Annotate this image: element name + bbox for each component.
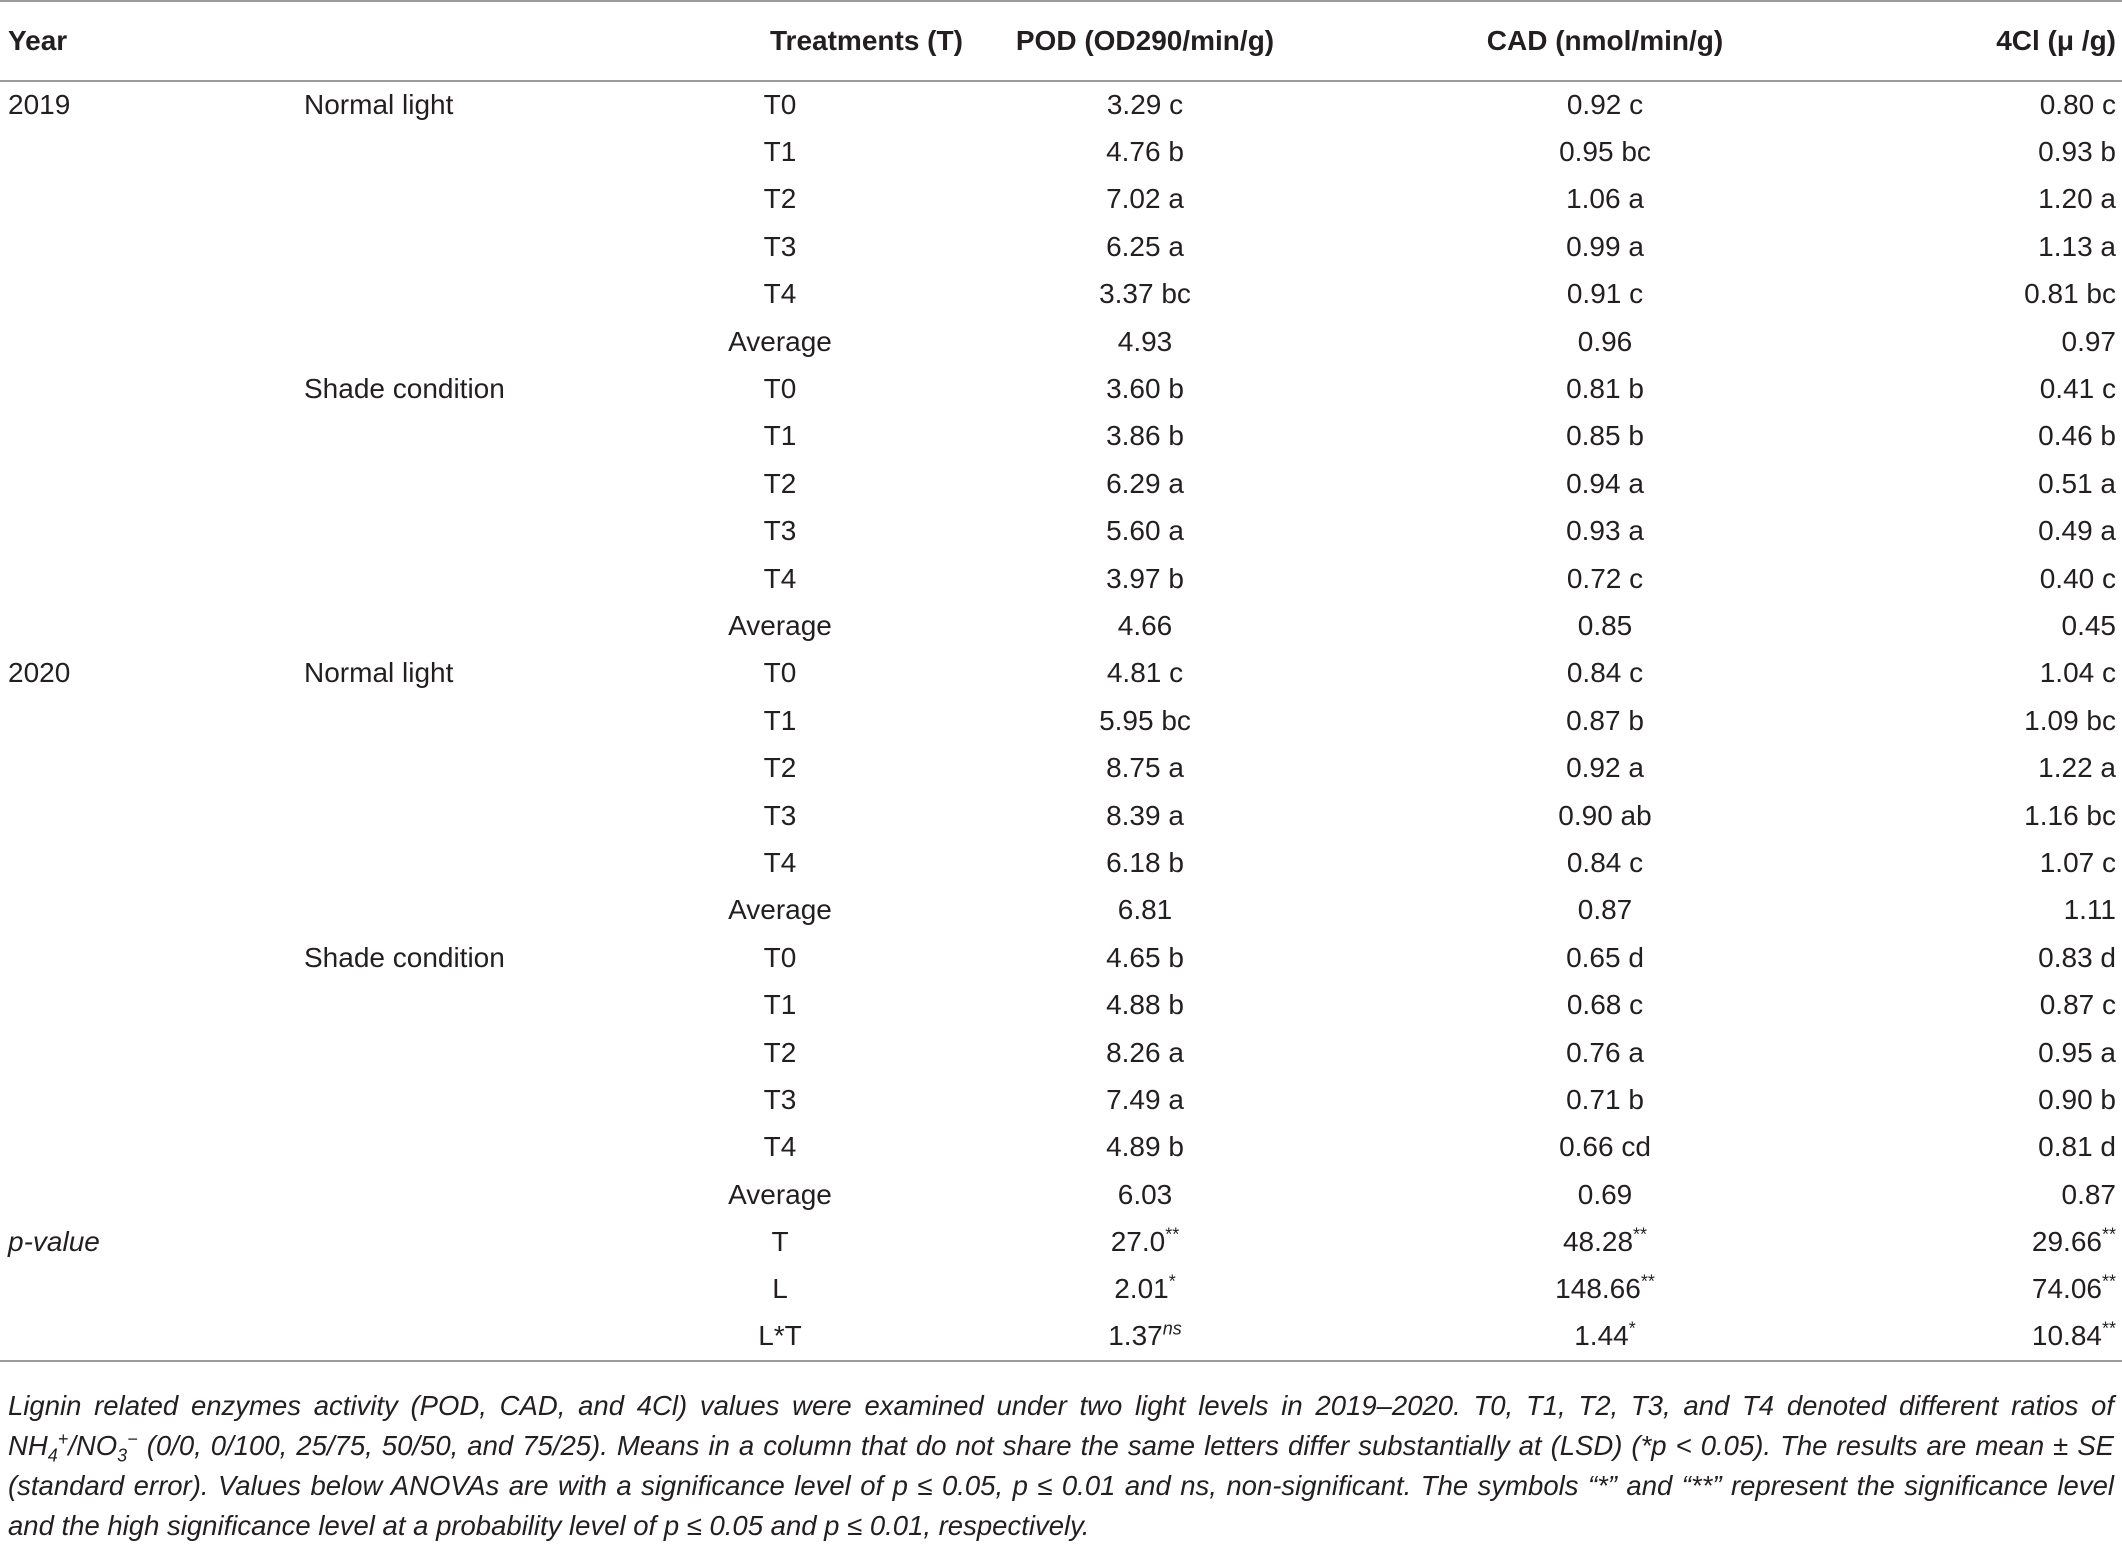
cell-treatment: T1 <box>763 989 797 1021</box>
pvalue-row <box>0 1313 2122 1360</box>
cell-condition <box>300 1313 630 1360</box>
table-row <box>0 1124 2122 1171</box>
cell-year <box>0 697 300 744</box>
cell-pod: 5.60 a <box>1106 515 1184 547</box>
cell-pod: 4.89 b <box>1106 1131 1184 1163</box>
cell-pod: 8.26 a <box>1106 1036 1184 1068</box>
table-row <box>0 981 2122 1028</box>
cell-4cl-significance: ** <box>2101 1272 2116 1293</box>
cell-cad: 0.87 b <box>1566 704 1644 736</box>
cell-factor: T <box>771 1226 789 1258</box>
cell-year <box>0 1171 300 1218</box>
cell-condition <box>300 223 630 270</box>
table-row <box>0 887 2122 934</box>
cell-treatment: T0 <box>763 657 797 689</box>
cell-condition: Shade condition <box>304 373 505 405</box>
cell-condition <box>300 981 630 1028</box>
cell-pod: 6.18 b <box>1106 846 1184 878</box>
table-row <box>0 1029 2122 1076</box>
cell-cad <box>1360 1313 1850 1360</box>
cell-condition: Shade condition <box>304 941 505 973</box>
cell-treatment: T4 <box>763 562 797 594</box>
cell-pod: 4.81 c <box>1106 657 1184 689</box>
cell-4cl: 0.95 a <box>2038 1036 2116 1068</box>
cell-year <box>0 508 300 555</box>
cell-condition <box>300 697 630 744</box>
cell-treatment: T2 <box>763 1036 797 1068</box>
cell-condition <box>300 271 630 318</box>
cell-year <box>0 1029 300 1076</box>
pvalue-row <box>0 1218 2122 1265</box>
cell-cad: 0.85 b <box>1566 420 1644 452</box>
table-row <box>0 365 2122 412</box>
cell-cad: 0.68 c <box>1566 989 1644 1021</box>
cell-treatment: T4 <box>763 1131 797 1163</box>
cell-4cl <box>1850 1218 2122 1265</box>
cell-4cl: 1.22 a <box>2038 752 2116 784</box>
cell-year <box>0 460 300 507</box>
cell-treatment: T1 <box>763 136 797 168</box>
cell-pod: 4.76 b <box>1106 136 1184 168</box>
cell-4cl: 0.45 <box>2061 609 2116 641</box>
cell-pod: 4.88 b <box>1106 989 1184 1021</box>
cell-pod: 3.97 b <box>1106 562 1184 594</box>
cell-pod-significance: ns <box>1162 1319 1182 1340</box>
cell-4cl: 1.13 a <box>2038 230 2116 262</box>
cell-pod: 6.03 <box>1117 1178 1173 1210</box>
cell-year <box>0 176 300 223</box>
footnote-text-3: (0/0, 0/100, 25/75, 50/50, and 75/25). Means in a column that do not share the same letters differ substantially at (LSD) (*p < 0.05). The results are mean ± SE (standard error). Values below ANOVAs are with a significance level of p ≤ 0.05, p ≤ 0.01 and ns, non-significant. The symbols “*” and “**” represent the significance level and the high significance level at a probability level of p ≤ 0.05 and p ≤ 0.01, respectively. <box>8 1430 2114 1541</box>
cell-treatment: T4 <box>763 278 797 310</box>
table-row <box>0 223 2122 270</box>
cell-treatment: Average <box>728 325 832 357</box>
cell-pod: 7.02 a <box>1106 183 1184 215</box>
cell-4cl: 0.51 a <box>2038 467 2116 499</box>
cell-4cl-value: 10.84 <box>2031 1320 2102 1352</box>
cell-treatment: T0 <box>763 373 797 405</box>
cell-cad: 0.92 c <box>1566 89 1644 121</box>
footnote-sup-1: + <box>57 1428 69 1449</box>
cell-cad: 0.76 a <box>1566 1036 1644 1068</box>
cell-4cl: 0.97 <box>2061 325 2116 357</box>
cell-factor: L <box>772 1273 788 1305</box>
cell-cad: 0.94 a <box>1566 467 1644 499</box>
cell-pod: 3.86 b <box>1106 420 1184 452</box>
cell-cad: 0.81 b <box>1566 373 1644 405</box>
cell-year <box>0 271 300 318</box>
table-row <box>0 650 2122 697</box>
cell-pod: 8.39 a <box>1106 799 1184 831</box>
cell-treatment: T0 <box>763 89 797 121</box>
cell-treatment: T4 <box>763 846 797 878</box>
table-row <box>0 81 2122 128</box>
cell-year <box>0 1266 300 1313</box>
cell-4cl: 1.07 c <box>2039 846 2116 878</box>
cell-year <box>0 318 300 365</box>
footnote-sub-2: 3 <box>117 1445 128 1466</box>
cell-year <box>0 744 300 791</box>
cell-year <box>0 839 300 886</box>
cell-year <box>0 602 300 649</box>
cell-year <box>0 223 300 270</box>
cell-year <box>0 1076 300 1123</box>
cell-cad-value: 48.28 <box>1562 1226 1634 1258</box>
cell-pod-significance: ** <box>1165 1224 1180 1245</box>
cell-year <box>0 555 300 602</box>
cell-condition <box>300 460 630 507</box>
cell-cad-significance: * <box>1628 1319 1636 1340</box>
header-4cl: 4Cl (μ /g) <box>1850 1 2122 81</box>
cell-condition <box>300 792 630 839</box>
cell-cad: 0.84 c <box>1566 657 1644 689</box>
cell-year <box>0 413 300 460</box>
cell-condition <box>300 1171 630 1218</box>
pvalue-row <box>0 1266 2122 1313</box>
table-row <box>0 792 2122 839</box>
cell-pod: 4.66 <box>1117 609 1173 641</box>
cell-cad: 0.90 ab <box>1558 799 1652 831</box>
cell-cad <box>1360 1266 1850 1313</box>
cell-cad: 0.95 bc <box>1559 136 1651 168</box>
cell-condition: Normal light <box>304 89 454 121</box>
cell-treatment: T1 <box>763 420 797 452</box>
cell-treatment: T0 <box>763 941 797 973</box>
table-row <box>0 128 2122 175</box>
cell-condition <box>300 602 630 649</box>
table-footnote <box>8 1386 2114 1546</box>
table-row <box>0 508 2122 555</box>
cell-condition <box>300 508 630 555</box>
pvalue-label: p-value <box>8 1226 100 1258</box>
cell-factor: L*T <box>630 1313 930 1360</box>
cell-cad: 0.99 a <box>1566 230 1644 262</box>
cell-4cl <box>1850 1313 2122 1360</box>
table-row <box>0 744 2122 791</box>
cell-year <box>0 128 300 175</box>
header-pod: POD (OD290/min/g) <box>930 1 1360 81</box>
cell-year <box>0 981 300 1028</box>
cell-cad: 0.71 b <box>1566 1083 1644 1115</box>
cell-cad-significance: ** <box>1633 1224 1648 1245</box>
cell-cad: 0.65 d <box>1566 941 1644 973</box>
cell-treatment: Average <box>728 1178 832 1210</box>
cell-pod: 5.95 bc <box>1099 704 1191 736</box>
cell-cad: 0.66 cd <box>1559 1131 1651 1163</box>
cell-cad: 0.87 <box>1577 894 1633 926</box>
cell-cad: 0.72 c <box>1566 562 1644 594</box>
cell-cad: 0.93 a <box>1566 515 1644 547</box>
cell-condition <box>300 1124 630 1171</box>
cell-condition <box>300 555 630 602</box>
cell-pod-value: 2.01 <box>1114 1273 1169 1305</box>
cell-pod-value: 27.0 <box>1110 1226 1166 1258</box>
cell-4cl: 0.87 c <box>2039 989 2116 1021</box>
cell-year <box>0 1313 300 1360</box>
cell-pod: 8.75 a <box>1106 752 1184 784</box>
cell-4cl: 0.46 b <box>2038 420 2116 452</box>
cell-4cl: 0.93 b <box>2038 136 2116 168</box>
footnote-text-2: /NO <box>68 1430 118 1461</box>
cell-pod: 6.25 a <box>1106 230 1184 262</box>
cell-year <box>0 365 300 412</box>
cell-cad-significance: ** <box>1640 1272 1655 1293</box>
cell-pod-value: 1.37 <box>1108 1320 1163 1352</box>
cell-treatment: T2 <box>763 467 797 499</box>
table-row <box>0 271 2122 318</box>
table-row <box>0 460 2122 507</box>
header-cad: CAD (nmol/min/g) <box>1360 1 1850 81</box>
cell-condition <box>300 1218 630 1265</box>
cell-condition <box>300 1029 630 1076</box>
cell-year: 2020 <box>8 657 71 689</box>
table-row <box>0 413 2122 460</box>
cell-treatment: T3 <box>763 230 797 262</box>
cell-cad: 0.96 <box>1577 325 1633 357</box>
cell-condition <box>300 413 630 460</box>
footnote-text-1: Lignin related enzymes activity (POD, CAD, and 4Cl) values were examined under two light levels in 2019–2020. T0, T1, T2, T3, and T4 denoted different ratios of NH <box>8 1390 2114 1461</box>
cell-4cl-significance: ** <box>2101 1224 2116 1245</box>
cell-pod: 7.49 a <box>1106 1083 1184 1115</box>
header-year: Year <box>0 1 300 81</box>
cell-4cl: 0.80 c <box>2039 89 2116 121</box>
cell-cad: 0.85 <box>1577 609 1633 641</box>
table-row <box>0 555 2122 602</box>
cell-4cl-value: 29.66 <box>2031 1226 2102 1258</box>
cell-4cl: 1.11 <box>2063 894 2116 926</box>
table-body <box>0 81 2122 1361</box>
cell-year <box>0 887 300 934</box>
cell-condition <box>300 887 630 934</box>
cell-cad <box>1360 1218 1850 1265</box>
cell-4cl-value: 74.06 <box>2031 1273 2102 1305</box>
cell-pod: 3.37 bc <box>1099 278 1191 310</box>
cell-cad: 0.92 a <box>1566 752 1644 784</box>
table-row <box>0 1076 2122 1123</box>
cell-cad: 0.69 <box>1577 1178 1633 1210</box>
cell-cad-value: 148.66 <box>1555 1273 1641 1305</box>
cell-4cl-significance: ** <box>2101 1319 2116 1340</box>
cell-condition <box>300 1076 630 1123</box>
cell-4cl: 0.81 bc <box>2024 278 2116 310</box>
cell-pod <box>930 1266 1360 1313</box>
table-row <box>0 839 2122 886</box>
cell-pod <box>930 1218 1360 1265</box>
cell-pod: 4.65 b <box>1106 941 1184 973</box>
cell-treatment: Average <box>728 894 832 926</box>
cell-4cl: 0.87 <box>2061 1178 2116 1210</box>
footnote-sup-2: − <box>127 1428 138 1449</box>
cell-treatment: Average <box>728 609 832 641</box>
cell-condition <box>300 839 630 886</box>
cell-4cl: 0.49 a <box>2038 515 2116 547</box>
cell-condition <box>300 1266 630 1313</box>
table-row <box>0 697 2122 744</box>
cell-4cl: 0.90 b <box>2038 1083 2116 1115</box>
cell-treatment: T2 <box>763 183 797 215</box>
cell-treatment: T2 <box>763 752 797 784</box>
cell-condition <box>300 176 630 223</box>
cell-condition <box>300 744 630 791</box>
cell-pod-significance: * <box>1168 1272 1176 1293</box>
cell-pod: 6.81 <box>1117 894 1173 926</box>
cell-year: 2019 <box>8 89 71 121</box>
cell-pod: 3.29 c <box>1106 89 1184 121</box>
cell-cad: 0.91 c <box>1566 278 1644 310</box>
header-treatments: Treatments (T) <box>300 1 930 81</box>
table-row <box>0 602 2122 649</box>
cell-pod <box>930 1313 1360 1360</box>
footnote-sub-1: 4 <box>47 1445 58 1466</box>
cell-cad: 1.06 a <box>1566 183 1644 215</box>
cell-cad-value: 1.44 <box>1574 1320 1629 1352</box>
cell-condition <box>300 318 630 365</box>
cell-treatment: T3 <box>763 1083 797 1115</box>
table-row <box>0 318 2122 365</box>
cell-4cl: 0.41 c <box>2039 373 2116 405</box>
cell-4cl: 1.09 bc <box>2024 704 2116 736</box>
cell-year <box>0 934 300 981</box>
cell-4cl: 1.20 a <box>2038 183 2116 215</box>
cell-year <box>0 792 300 839</box>
cell-year <box>0 1124 300 1171</box>
cell-treatment: T3 <box>763 799 797 831</box>
cell-pod: 3.60 b <box>1106 373 1184 405</box>
cell-4cl: 1.16 bc <box>2024 799 2116 831</box>
cell-treatment: T1 <box>763 704 797 736</box>
cell-treatment: T3 <box>763 515 797 547</box>
cell-4cl: 1.04 c <box>2039 657 2116 689</box>
cell-pod: 6.29 a <box>1106 467 1184 499</box>
cell-4cl: 0.81 d <box>2038 1131 2116 1163</box>
table-row <box>0 176 2122 223</box>
cell-4cl <box>1850 1266 2122 1313</box>
cell-condition <box>300 128 630 175</box>
cell-4cl: 0.40 c <box>2039 562 2116 594</box>
cell-cad: 0.84 c <box>1566 846 1644 878</box>
table-row <box>0 1171 2122 1218</box>
header-row <box>0 1 2122 81</box>
cell-4cl: 0.83 d <box>2038 941 2116 973</box>
table-row <box>0 934 2122 981</box>
cell-condition: Normal light <box>304 657 454 689</box>
cell-pod: 4.93 <box>1117 325 1173 357</box>
